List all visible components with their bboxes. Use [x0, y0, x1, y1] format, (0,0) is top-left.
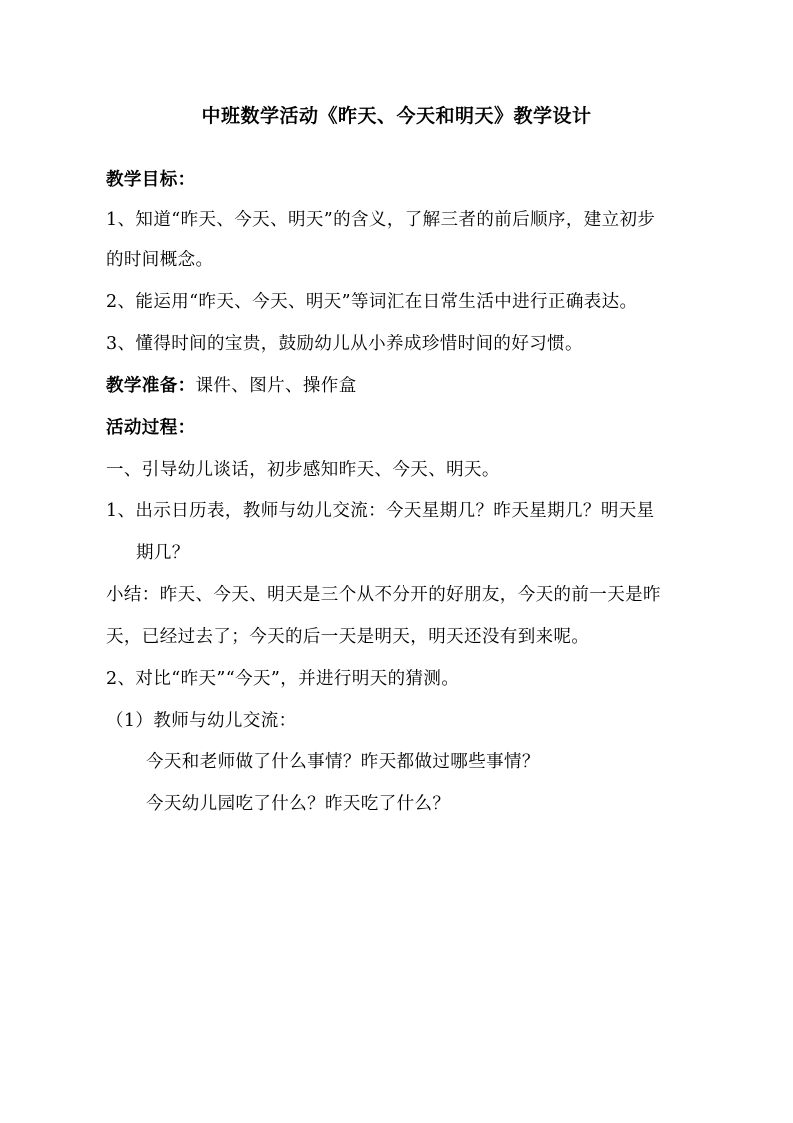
step-1-line-2: 期几？ [136, 543, 190, 563]
step-2: 2、对比“昨天”“今天”，并进行明天的猜测。 [106, 669, 460, 689]
process-heading: 活动过程： [106, 418, 196, 438]
goal-2: 2、能运用“昨天、今天、明天”等词汇在日常生活中进行正确表达。 [106, 292, 638, 312]
goal-3: 3、懂得时间的宝贵，鼓励幼儿从小养成珍惜时间的好习惯。 [106, 334, 583, 354]
goal-1-line-1: 1、知道“昨天、今天、明天”的含义，了解三者的前后顺序，建立初步 [106, 210, 656, 230]
step-one: 一、引导幼儿谈话，初步感知昨天、今天、明天。 [106, 460, 500, 480]
sub-item-1: （1）教师与幼儿交流： [106, 711, 297, 731]
step-1-line-1: 1、出示日历表，教师与幼儿交流：今天星期几？昨天星期几？明天星 [106, 501, 655, 521]
goal-1-line-2: 的时间概念。 [106, 250, 214, 270]
summary-line-2: 天，已经过去了；今天的后一天是明天，明天还没有到来呢。 [106, 627, 590, 647]
prep-heading: 教学准备： [106, 376, 196, 396]
prep-text: 课件、图片、操作盒 [195, 376, 357, 396]
question-2: 今天幼儿园吃了什么？昨天吃了什么？ [146, 794, 451, 814]
question-1: 今天和老师做了什么事情？昨天都做过哪些事情？ [146, 752, 540, 772]
prep-line [106, 374, 357, 398]
goals-heading: 教学目标： [106, 170, 196, 190]
summary-line-1: 小结：昨天、今天、明天是三个从不分开的好朋友，今天的前一天是昨 [106, 585, 661, 605]
document-title: 中班数学活动《昨天、今天和明天》教学设计 [201, 105, 592, 127]
